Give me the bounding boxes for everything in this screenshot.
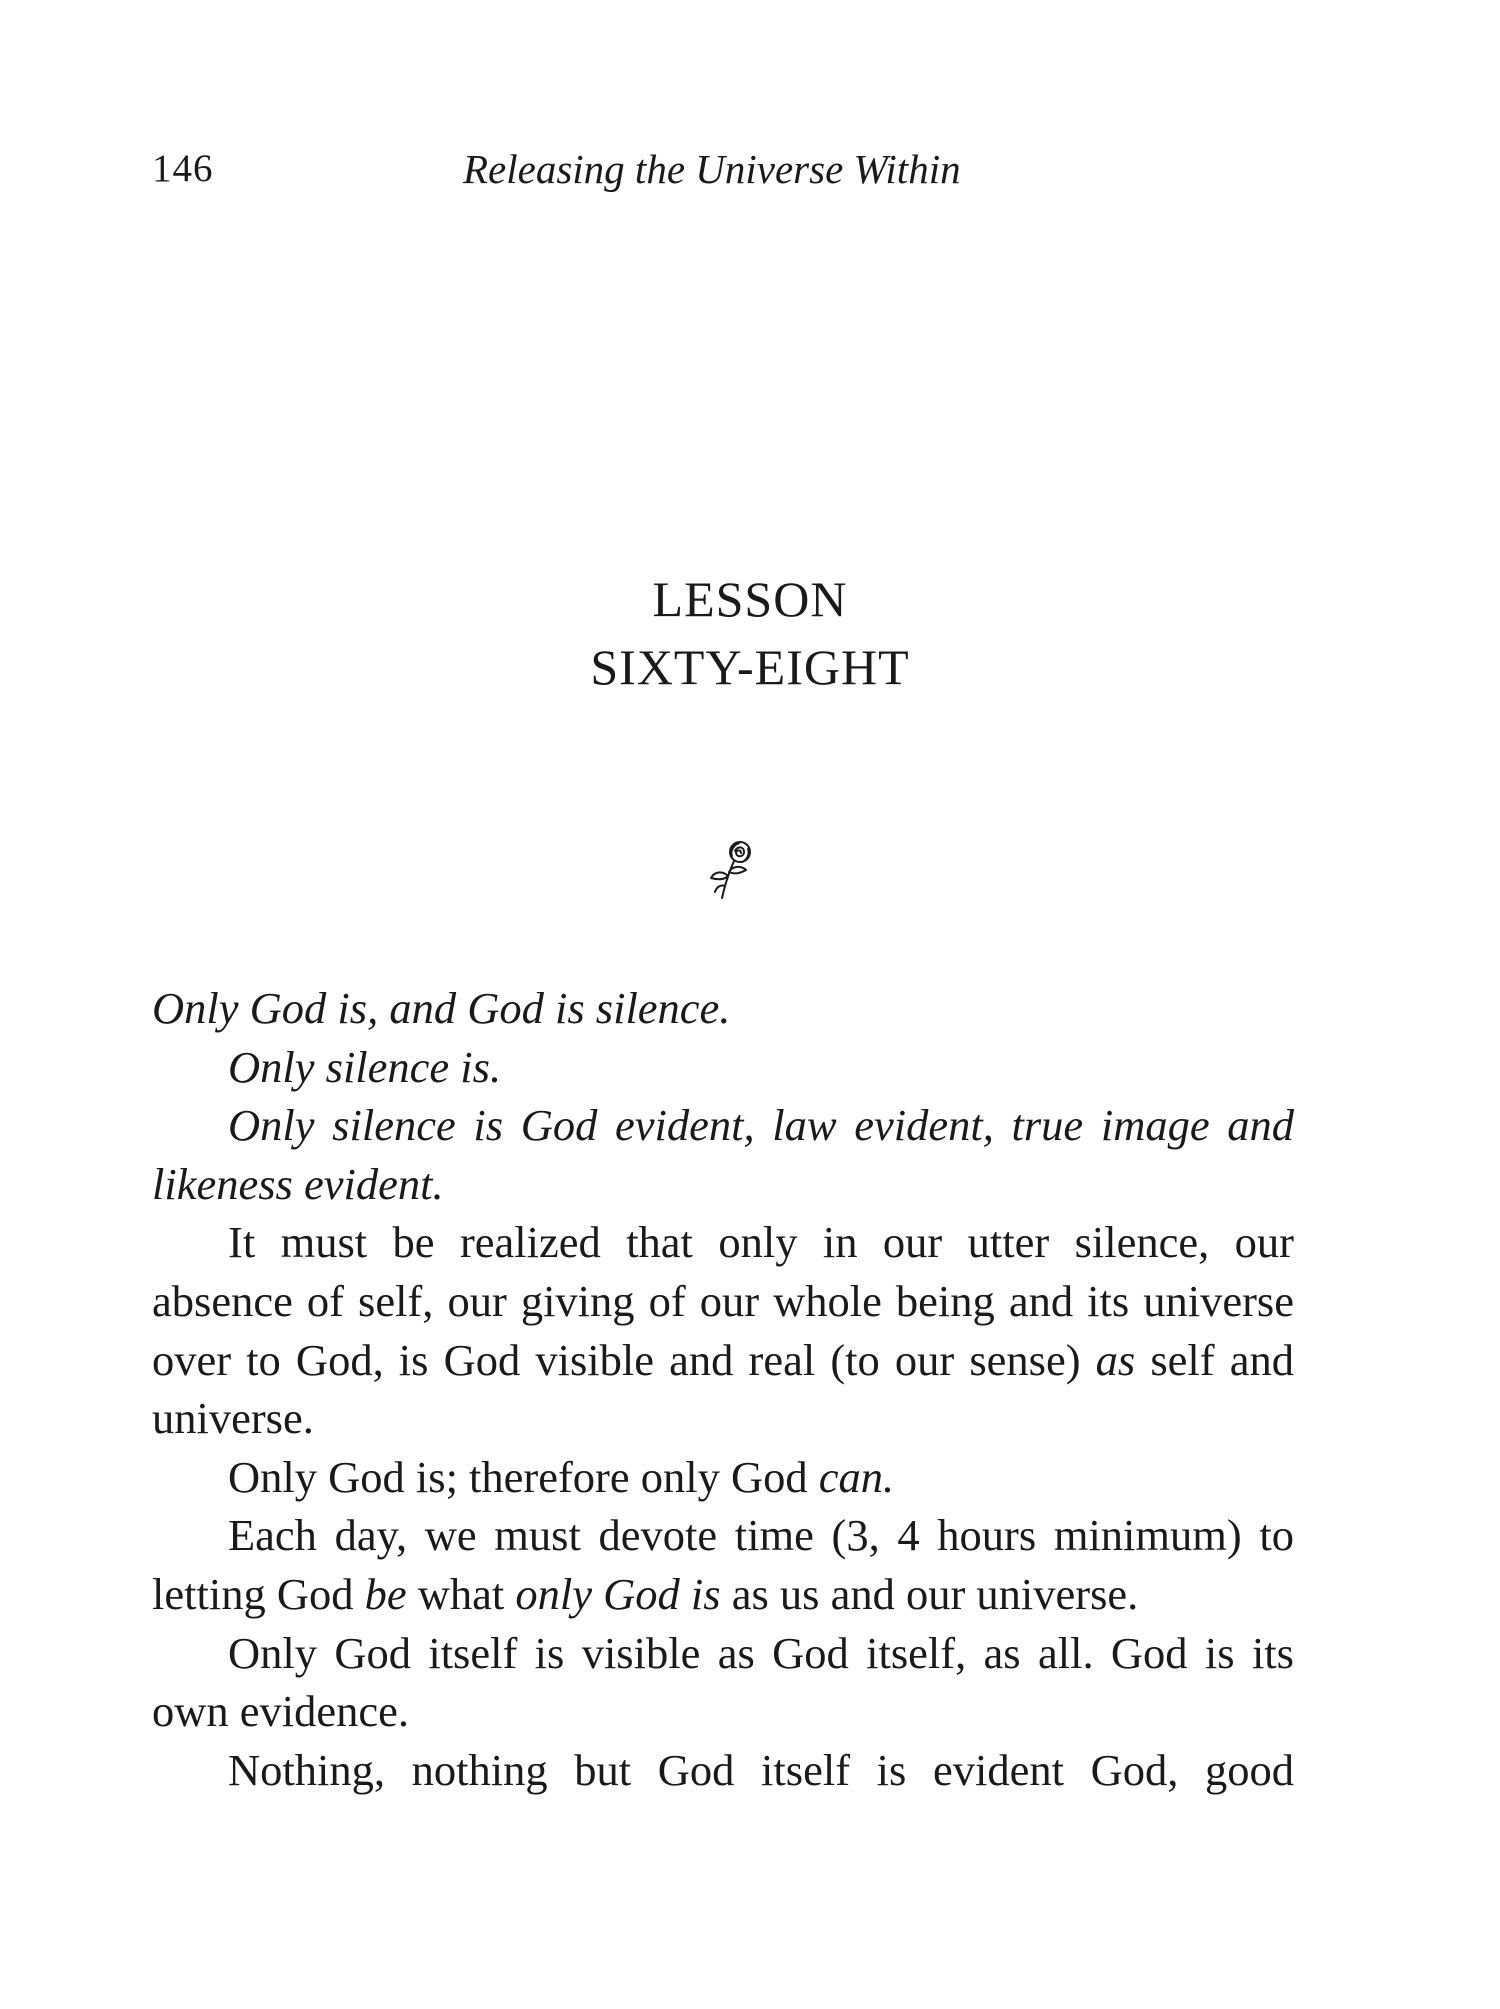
paragraph-6-text-a: Each day, we must devote time (3, 4 hours minimum) to letting God xyxy=(152,1510,1294,1619)
body-text xyxy=(152,979,1294,1799)
chapter-title xyxy=(0,565,1500,701)
paragraph-5 xyxy=(152,1448,1294,1507)
paragraph-6 xyxy=(152,1506,1294,1623)
paragraph-4-emphasis: as xyxy=(1095,1334,1136,1385)
paragraph-7: Only God itself is visible as God itself, as all. God is its own evidence. xyxy=(152,1627,1294,1737)
paragraph-1: Only God is, and God is silence. xyxy=(152,983,731,1033)
paragraph-6-text-e: as us and our universe. xyxy=(720,1568,1139,1619)
paragraph-6-text-c: what xyxy=(406,1568,516,1619)
paragraph-4-text-c: self and universe. xyxy=(152,1334,1294,1444)
chapter-title-line-1: LESSON xyxy=(652,571,848,627)
paragraph-4-text-a: It must be realized that only in our utter silence, our absence of self, our giving of our whole being and its universe over to God, is God visible and real (to our sense) xyxy=(152,1217,1294,1385)
paragraph-6-emphasis-be: be xyxy=(364,1568,407,1619)
rose-icon xyxy=(706,836,762,904)
paragraph-5-text-a: Only God is; therefore only God xyxy=(228,1451,819,1502)
page-number: 146 xyxy=(152,147,214,190)
running-head: Releasing the Universe Within xyxy=(463,146,961,192)
chapter-title-line-2: SIXTY-EIGHT xyxy=(590,639,910,695)
paragraph-3: Only silence is God evident, law evident, true image and likeness evident. xyxy=(152,1100,1294,1209)
paragraph-8: Nothing, nothing but God itself is evident God, good xyxy=(228,1744,1294,1795)
paragraph-4 xyxy=(152,1213,1294,1447)
paragraph-5-emphasis: can. xyxy=(818,1451,895,1502)
paragraph-2: Only silence is. xyxy=(228,1041,502,1092)
paragraph-6-emphasis-only-god-is: only God is xyxy=(515,1568,721,1619)
